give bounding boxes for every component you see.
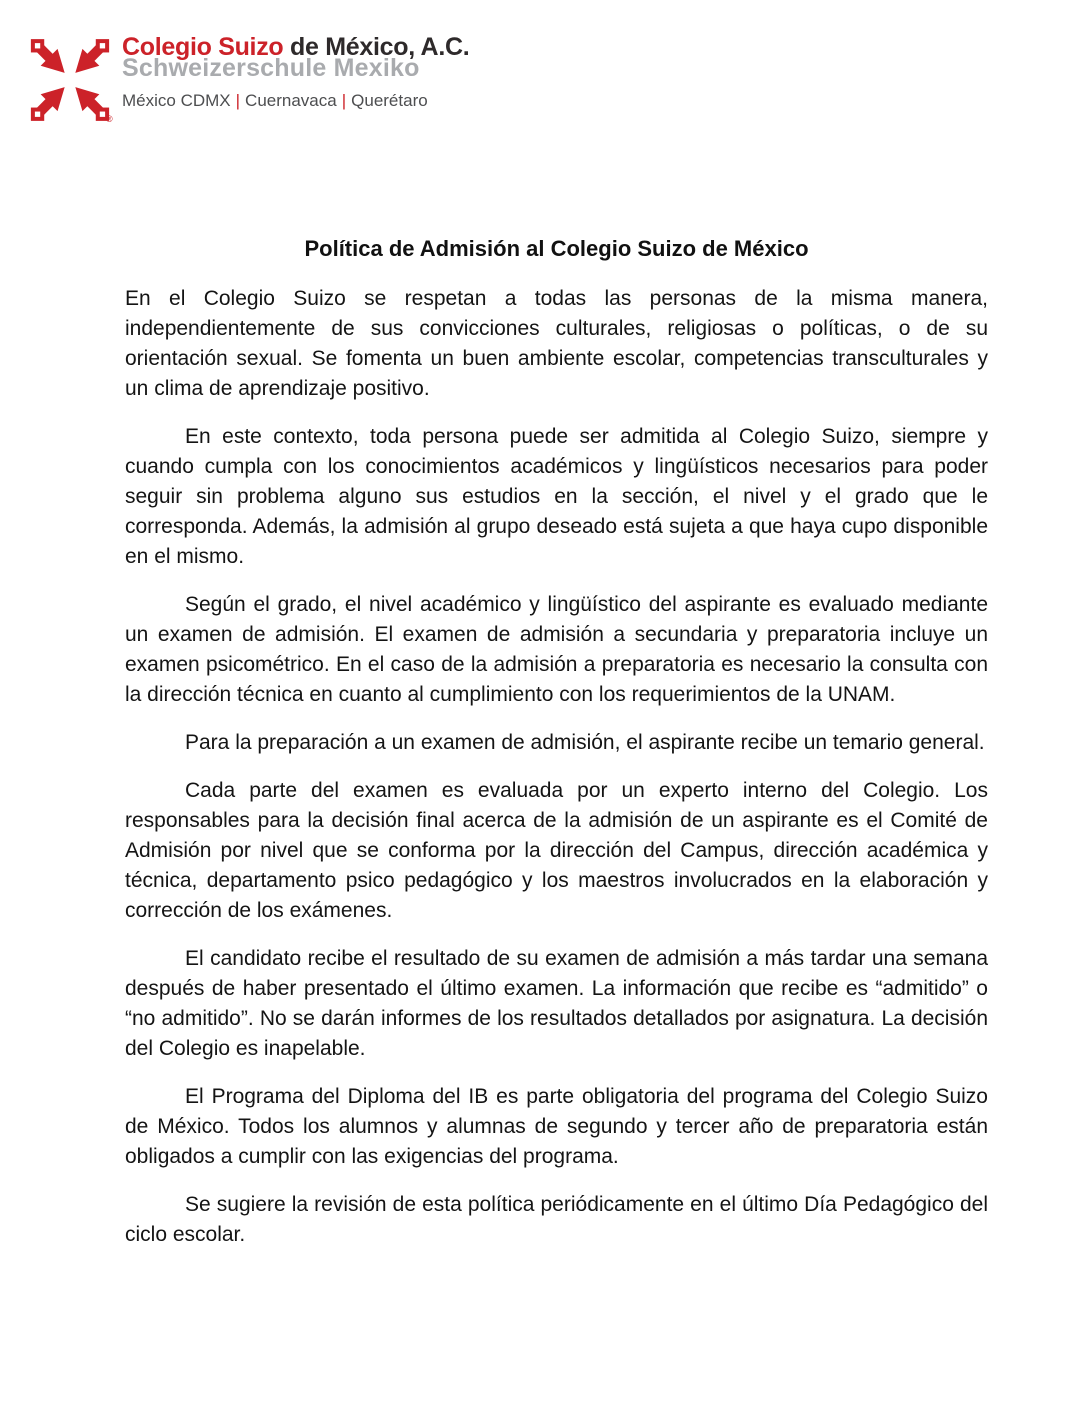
paragraph: Según el grado, el nivel académico y lingüístico del aspirante es evaluado mediante un examen de admisión. El examen de admisión a secundaria y preparatoria incluye un examen psicométrico. En el caso de la admisión a preparatoria es necesario la consulta con la dirección técnica en cuanto al cumplimiento con los requerimientos de la UNAM. (125, 593, 988, 706)
location-separator: | (235, 91, 241, 110)
location-queretaro: Querétaro (351, 91, 428, 110)
school-name-suffix: de México, A.C. (283, 33, 470, 61)
paragraph: En el Colegio Suizo se respetan a todas las personas de la misma manera, independientemente de sus convicciones culturales, religiosas o políticas, o de su orientación sexual. Se fomenta un buen ambiente escolar, competencias transculturales y un clima de aprendizaje positivo. (125, 287, 988, 400)
paragraph: Cada parte del examen es evaluada por un experto interno del Colegio. Los responsables para la decisión final acerca de la admisión de un aspirante es el Comité de Admisión por nivel que se conforma por la dirección del Campus, dirección académica y técnica, departamento psico pedagógico y los maestros involucrados en la elaboración y corrección de los exámenes. (125, 779, 988, 922)
school-name-primary: Colegio Suizo (122, 33, 284, 61)
document-title: Política de Admisión al Colegio Suizo de México (304, 236, 809, 261)
paragraph: Para la preparación a un examen de admisión, el aspirante recibe un temario general. (185, 731, 985, 754)
swiss-arrows-logo-icon (30, 38, 110, 122)
registered-trademark-icon: ® (106, 114, 113, 124)
campus-locations (122, 91, 469, 111)
paragraph: El Programa del Diploma del IB es parte obligatoria del programa del Colegio Suizo de México. Todos los alumnos y alumnas de segundo y tercer año de preparatoria están obligados a cumplir con las exigencias del programa. (125, 1085, 988, 1168)
location-separator: | (341, 91, 347, 110)
paragraph: En este contexto, toda persona puede ser admitida al Colegio Suizo, siempre y cuando cumpla con los conocimientos académicos y lingüísticos necesarios para poder seguir sin problema alguno sus estudios en la sección, el nivel y el grado que le corresponda. Además, la admisión al grupo deseado está sujeta a que haya cupo disponible en el mismo. (125, 425, 988, 568)
location-cuernavaca: Cuernavaca (245, 91, 337, 110)
document-content (125, 236, 988, 1268)
paragraph: Se sugiere la revisión de esta política periódicamente en el último Día Pedagógico del ciclo escolar. (125, 1193, 988, 1246)
logo-text-block (122, 34, 469, 111)
paragraph: El candidato recibe el resultado de su examen de admisión a más tardar una semana después de haber presentado el último examen. La información que recibe es “admitido” o “no admitido”. No se darán informes de los resultados detallados por asignatura. La decisión del Colegio es inapelable. (125, 947, 988, 1060)
school-name-german: Schweizerschule Mexiko (122, 54, 420, 82)
location-cdmx: México CDMX (122, 91, 231, 110)
